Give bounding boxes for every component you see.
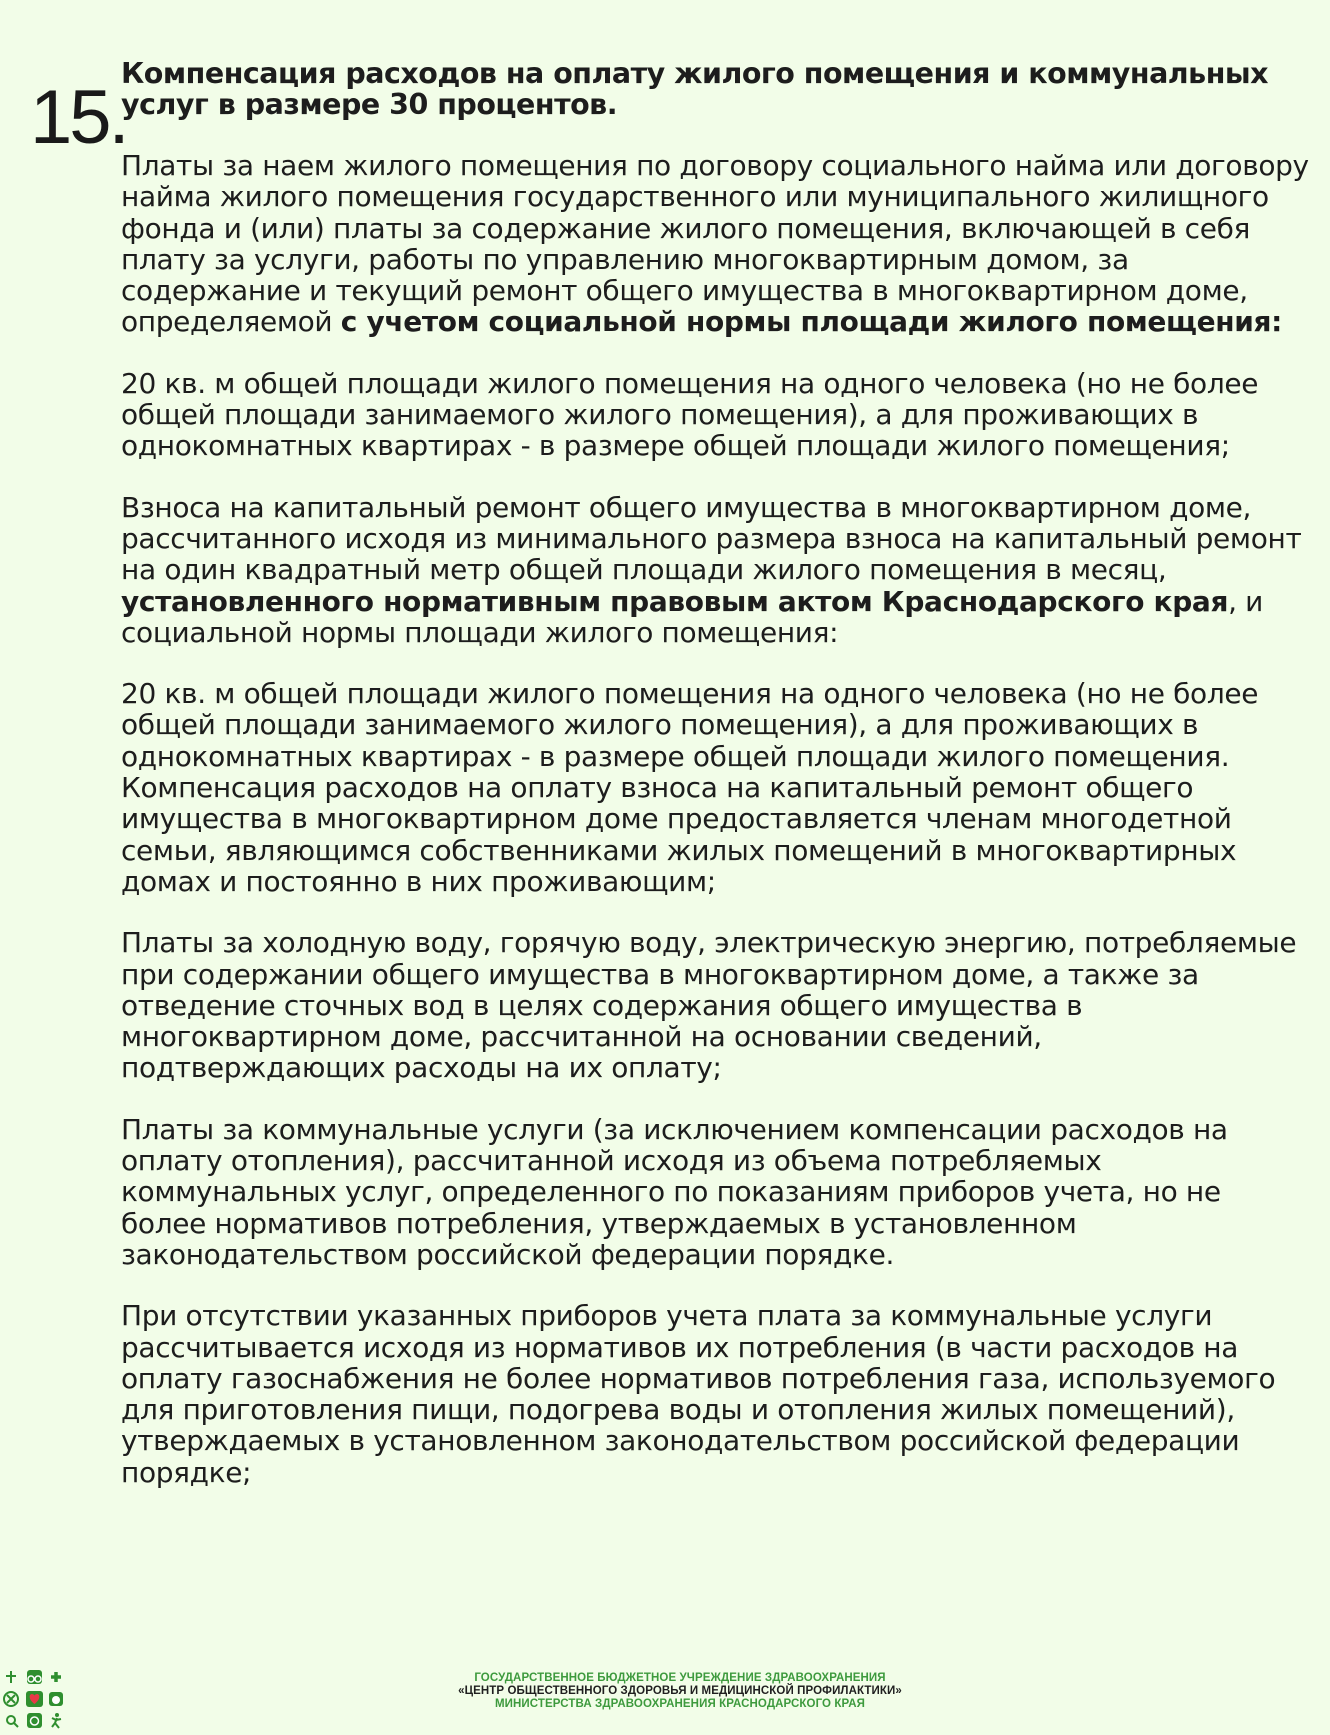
- section-number: 15.: [30, 75, 127, 160]
- footer-line-1: ГОСУДАРСТВЕННОЕ БЮДЖЕТНОЕ УЧРЕЖДЕНИЕ ЗДРАВООХРАНЕНИЯ: [474, 1672, 886, 1684]
- paragraph-text-tail: , и социальной нормы площади жилого помещения:: [121, 584, 1264, 649]
- health-center-logo-icon: [3, 1667, 67, 1731]
- paragraph-text: Платы за наем жилого помещения по договору социального найма или договору найма жилого помещения государственного или муниципального жилищного фонда и (или) платы за содержание жилого помещения, включающей в себя плату за услуги, работы по управлению многоквартирным домом, за содержание и текущий ремонт общего имущества в многоквартирном доме, определяемой: [121, 149, 1309, 339]
- footer-line-2: «ЦЕНТР ОБЩЕСТВЕННОГО ЗДОРОВЬЯ И МЕДИЦИНСКОЙ ПРОФИЛАКТИКИ»: [458, 1685, 902, 1697]
- paragraph: [121, 678, 1311, 897]
- paragraph: [121, 492, 1311, 648]
- paragraph-emphasis: с учетом социальной нормы площади жилого помещения:: [340, 305, 1283, 339]
- footer-line-3: МИНИСТЕРСТВА ЗДРАВООХРАНЕНИЯ КРАСНОДАРСКОГО КРАЯ: [494, 1698, 866, 1710]
- paragraph: [121, 927, 1311, 1083]
- section-title: Компенсация расходов на оплату жилого помещения и коммунальных услуг в размере 30 процентов.: [121, 57, 1269, 121]
- paragraph-text: 20 кв. м общей площади жилого помещения на одного человека (но не более общей площади занимаемого жилого помещения), а для проживающих в однокомнатных квартирах - в размере общей площади жилого помещения. Компенсация расходов на оплату взноса на капитальный ремонт общего имущества в многоквартирном доме предоставляется членам многодетной семьи, являющимся собственниками жилых помещений в многоквартирных домах и постоянно в них проживающим;: [121, 677, 1259, 898]
- paragraph-text: Платы за холодную воду, горячую воду, электрическую энергию, потребляемые при содержании общего имущества в многоквартирном доме, а также за отведение сточных вод в целях содержания общего имущества в многоквартирном доме, рассчитанной на основании сведений, подтверждающих расходы на их оплату;: [121, 926, 1297, 1085]
- paragraph: [121, 1300, 1311, 1488]
- paragraph-text: 20 кв. м общей площади жилого помещения на одного человека (но не более общей площади занимаемого жилого помещения), а для проживающих в однокомнатных квартирах - в размере общей площади жилого помещения;: [121, 366, 1259, 463]
- paragraph: [121, 1114, 1311, 1270]
- footer-organization: [400, 1672, 960, 1711]
- paragraph-text: Взноса на капитальный ремонт общего имущества в многоквартирном доме, рассчитанного исходя из минимального размера взноса на капитальный ремонт на один квадратный метр общей площади жилого помещения в месяц,: [121, 490, 1302, 587]
- paragraph-emphasis: установленного нормативным правовым актом Краснодарского края: [121, 584, 1229, 618]
- paragraph-text: Платы за коммунальные услуги (за исключением компенсации расходов на оплату отопления), рассчитанной исходя из объема потребляемых коммунальных услуг, определенного по показаниям приборов учета, но не более нормативов потребления, утверждаемых в установленном законодательством российской федерации порядке.: [121, 1112, 1228, 1271]
- paragraph: [121, 150, 1311, 338]
- document-body: [121, 58, 1311, 1488]
- paragraph-text: При отсутствии указанных приборов учета плата за коммунальные услуги рассчитывается исходя из нормативов их потребления (в части расходов на оплату газоснабжения не более нормативов потребления газа, используемого для приготовления пищи, подогрева воды и отопления жилых помещений), утверждаемых в установленном законодательством российской федерации порядке;: [121, 1299, 1276, 1489]
- paragraph: [121, 368, 1311, 462]
